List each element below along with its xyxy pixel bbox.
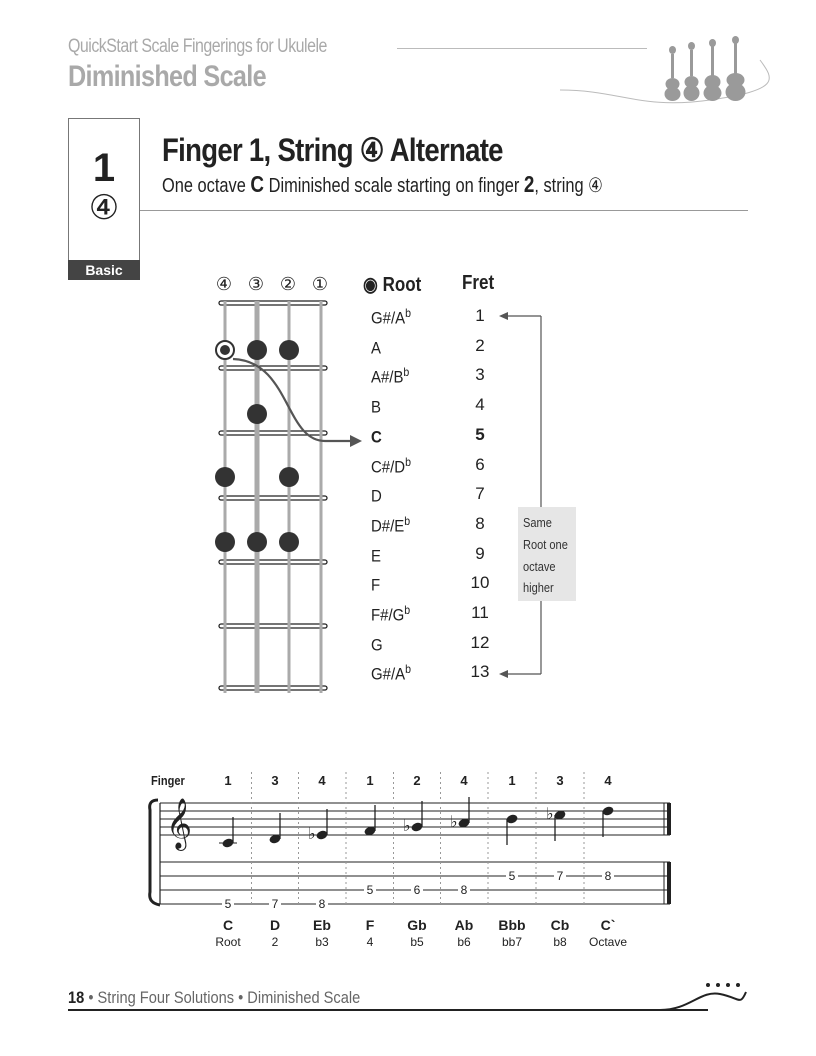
title-rule <box>140 210 748 211</box>
ukulele-icon <box>726 36 746 101</box>
svg-text:♭: ♭ <box>546 804 554 823</box>
svg-text:5: 5 <box>224 897 232 910</box>
position-title: Finger 1, String ④ Alternate <box>162 132 503 168</box>
ukulele-icon <box>665 46 681 101</box>
end-barline-thick <box>667 862 671 904</box>
fret-cell: 9 <box>475 544 485 563</box>
finger-dot <box>215 467 235 487</box>
fret-cell: 7 <box>475 484 485 503</box>
svg-text:8: 8 <box>318 897 326 910</box>
octave-note-line: higher <box>523 580 554 595</box>
note-name: Eb <box>313 917 331 933</box>
fret-cell: 11 <box>471 603 489 622</box>
fret-cell: 12 <box>470 633 490 652</box>
note-name: Bbb <box>498 917 526 933</box>
note-cell: D <box>371 486 382 506</box>
note-cell: $A\#/B^b$ <box>371 365 410 387</box>
interval-label: Octave <box>588 935 627 949</box>
note-cell: $C\#/D^b$ <box>371 455 411 477</box>
interval-label: b8 <box>553 935 567 949</box>
note-cell: G <box>371 635 383 655</box>
finger-dot <box>279 340 299 360</box>
svg-text:7: 7 <box>556 869 564 883</box>
footer-rule <box>68 1009 708 1011</box>
string-line <box>320 301 323 693</box>
note-cell: $G\#/A^b$ <box>371 306 411 328</box>
string-label-2: ② <box>279 274 297 294</box>
ukulele-icon <box>704 39 722 101</box>
ukulele-icons <box>660 36 752 104</box>
fret-cell: 6 <box>475 455 485 474</box>
note-name: Gb <box>407 917 427 933</box>
svg-text:♭: ♭ <box>308 824 316 843</box>
fret-cell: 8 <box>475 514 485 533</box>
system-brace <box>150 800 160 905</box>
fret-wire <box>219 366 327 370</box>
octave-bracket <box>495 305 555 685</box>
interval-label: b6 <box>457 935 471 949</box>
finger-number: 4 <box>460 773 468 788</box>
arrow-left-icon <box>499 670 508 678</box>
fret-cell: 10 <box>470 573 490 592</box>
string-label-3: ③ <box>247 274 265 294</box>
finger-dot <box>215 532 235 552</box>
svg-text:8: 8 <box>604 869 612 883</box>
note-glyph <box>505 813 518 883</box>
interval-label: 4 <box>366 935 374 949</box>
octave-note-line: Root one <box>523 537 568 552</box>
root-header: ◉ Root <box>363 274 422 296</box>
note-cell: B <box>371 397 381 417</box>
finger-number: 3 <box>556 773 564 788</box>
svg-text:5: 5 <box>508 869 516 883</box>
fret-cell: 13 <box>470 662 490 681</box>
position-string-number: ④ <box>88 189 120 227</box>
chapter-title: Diminished Scale <box>68 60 266 93</box>
string-label-1: ① <box>311 274 329 294</box>
arrow-left-icon <box>499 312 508 320</box>
interval-label: 2 <box>271 935 279 949</box>
level-badge: Basic <box>68 260 140 280</box>
svg-text:♭: ♭ <box>403 816 411 835</box>
finger-number: 3 <box>271 773 279 788</box>
note-cell: A <box>371 338 381 358</box>
fret-cell: 1 <box>475 306 485 325</box>
octave-note-line: Same <box>523 515 552 530</box>
fret-wire <box>219 301 327 305</box>
fret-wire <box>219 624 327 628</box>
svg-text:8: 8 <box>460 883 468 897</box>
interval-label: b5 <box>410 935 424 949</box>
finger-label: Finger <box>151 773 185 788</box>
note-glyph <box>601 805 614 883</box>
position-subtitle: One octave C Diminished scale starting on finger 2, string ④ <box>162 171 603 197</box>
note-cell: E <box>371 546 381 566</box>
footer-ornament <box>660 976 750 1020</box>
svg-text:7: 7 <box>271 897 279 910</box>
note-name: F <box>365 917 375 933</box>
finger-dot <box>247 340 267 360</box>
fret-cell: 2 <box>475 336 485 355</box>
end-barline-thick <box>667 803 671 835</box>
page-footer: 18 • String Four Solutions • Diminished Scale <box>68 988 361 1007</box>
interval-label: Root <box>215 935 241 949</box>
string-label-4: ④ <box>215 274 233 294</box>
interval-label: bb7 <box>501 935 523 949</box>
fret-wire <box>219 431 327 435</box>
svg-text:5: 5 <box>366 883 374 897</box>
finger-number: 4 <box>318 773 326 788</box>
note-cell: $D\#/E^b$ <box>371 514 411 536</box>
note-name: D <box>269 917 281 933</box>
note-cell: C <box>371 427 382 447</box>
series-title: QuickStart Scale Fingerings for Ukulele <box>68 36 327 57</box>
note-name: C` <box>600 917 616 933</box>
note-glyph <box>308 809 329 910</box>
finger-dot <box>279 467 299 487</box>
fret-wire <box>219 496 327 500</box>
finger-dot <box>247 404 267 424</box>
finger-number: 2 <box>413 773 421 788</box>
fret-cell: 5 <box>475 425 485 444</box>
root-dot <box>216 341 234 359</box>
svg-text:♭: ♭ <box>450 812 458 831</box>
note-glyph <box>546 804 567 883</box>
svg-text:6: 6 <box>413 883 421 897</box>
fretboard-diagram <box>200 295 370 705</box>
root-arrow <box>233 359 350 441</box>
note-name: Ab <box>454 917 474 933</box>
treble-clef-icon: 𝄞 <box>166 798 193 849</box>
finger-number: 1 <box>366 773 374 788</box>
note-glyph <box>219 817 237 910</box>
ukulele-icon <box>684 42 700 101</box>
fret-cell: 3 <box>475 365 485 384</box>
note-cell: $G\#/A^b$ <box>371 662 411 684</box>
octave-note-line: octave <box>523 559 556 574</box>
note-glyph <box>450 797 471 897</box>
note-cell: F <box>371 575 381 595</box>
note-glyph <box>403 801 424 897</box>
fret-cell: 4 <box>475 395 485 414</box>
notation-staff <box>140 770 700 910</box>
fret-wire <box>219 560 327 564</box>
finger-number: 4 <box>604 773 612 788</box>
finger-number: 1 <box>508 773 516 788</box>
note-name: Cb <box>550 917 570 933</box>
fret-header: Fret <box>462 272 495 294</box>
finger-dot <box>279 532 299 552</box>
finger-number: 1 <box>224 773 232 788</box>
note-cell: $F\#/G^b$ <box>371 603 411 625</box>
arrow-right-icon <box>350 435 362 447</box>
fret-wire <box>219 686 327 690</box>
position-finger-number: 1 <box>92 146 116 190</box>
interval-label: b3 <box>315 935 329 949</box>
note-name: C <box>222 917 234 933</box>
finger-dot <box>247 532 267 552</box>
